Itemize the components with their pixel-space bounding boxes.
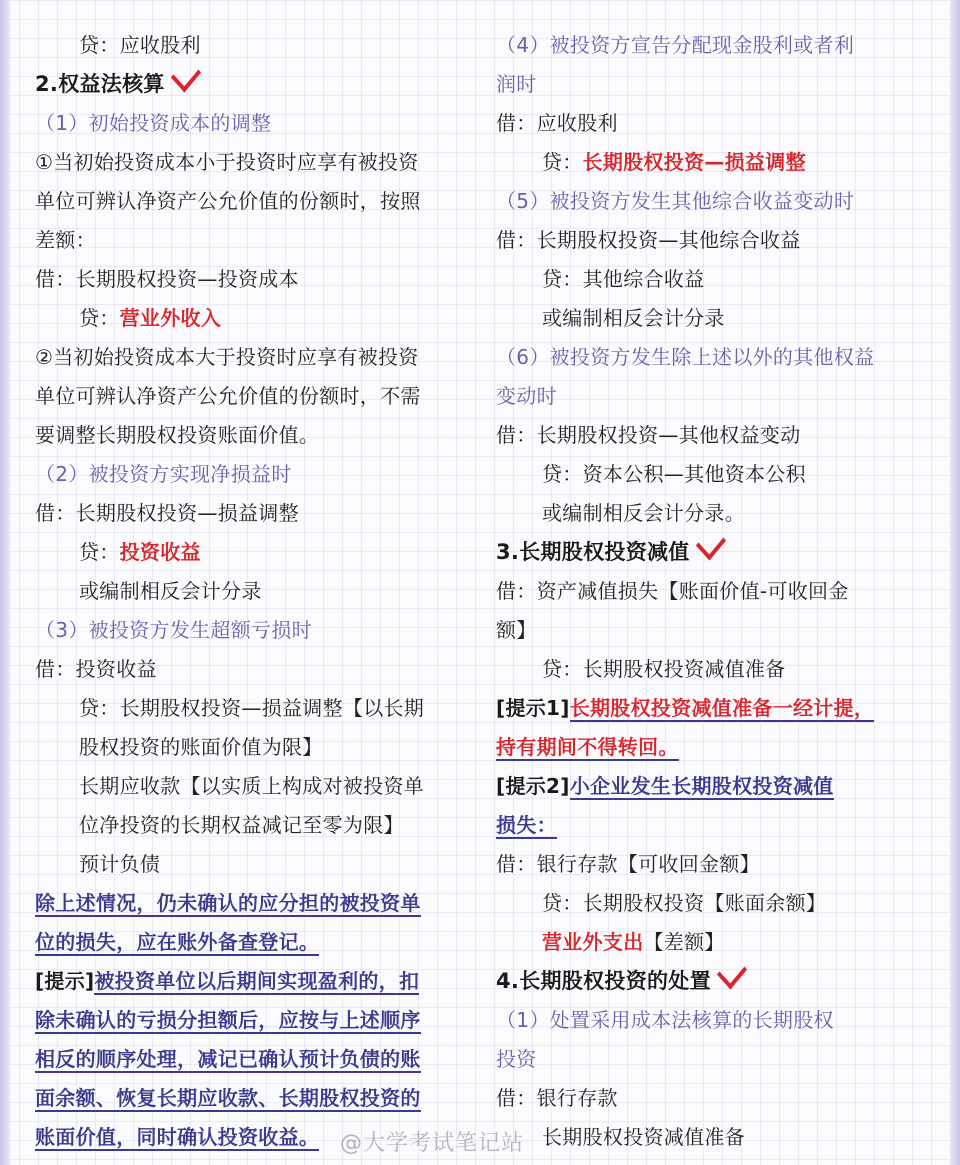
left-line: [35, 338, 470, 377]
left-line: [35, 845, 470, 884]
left-line: [35, 416, 470, 455]
body-text: 贷：: [79, 306, 120, 330]
right-line: [496, 923, 936, 962]
tip-label: [提示]: [35, 969, 95, 993]
right-line: [496, 767, 936, 806]
right-line: [496, 806, 936, 845]
left-line: [35, 104, 470, 143]
body-text: 位净投资的长期权益减记至零为限】: [79, 813, 404, 837]
body-text: 借：银行存款: [496, 1086, 618, 1110]
right-line: [496, 650, 936, 689]
left-line: [35, 1079, 470, 1118]
right-line: [496, 845, 936, 884]
left-line: [35, 1001, 470, 1040]
right-line: [496, 884, 936, 923]
body-text: 贷：其他综合收益: [542, 267, 705, 291]
right-line: [496, 611, 936, 650]
highlight-text: 营业外支出: [542, 930, 644, 954]
body-text: 贷：长期股权投资【账面余额】: [542, 891, 827, 915]
right-line: [496, 1040, 936, 1079]
left-line: [35, 572, 470, 611]
left-line: [35, 767, 470, 806]
left-line: [35, 650, 470, 689]
emphasis-text: 面余额、恢复长期应收款、长期股权投资的: [35, 1086, 421, 1110]
body-text: 贷：应收股利: [79, 33, 201, 57]
emphasis-text: 相反的顺序处理，减记已确认预计负债的账: [35, 1047, 421, 1071]
subsection-title: 变动时: [496, 384, 557, 408]
page-border-left: [0, 0, 10, 1165]
body-text: 单位可辨认净资产公允价值的份额时，不需: [35, 384, 421, 408]
right-line: [496, 689, 936, 728]
emphasis-text: 位的损失，应在账外备查登记。: [35, 930, 320, 954]
body-text: 借：长期股权投资—投资成本: [35, 267, 299, 291]
right-line: [496, 65, 936, 104]
right-line: [496, 1001, 936, 1040]
right-line: [496, 182, 936, 221]
body-text: 贷：长期股权投资减值准备: [542, 657, 786, 681]
emphasis-text: 持有期间不得转回。: [496, 735, 679, 759]
subsection-title: （5）被投资方发生其他综合收益变动时: [496, 189, 855, 213]
right-line: [496, 104, 936, 143]
left-line: [35, 260, 470, 299]
section-heading: 3.长期股权投资减值: [496, 540, 690, 564]
body-text: 预计负债: [79, 852, 161, 876]
left-line: [35, 377, 470, 416]
left-line: [35, 728, 470, 767]
watermark: @大学考试笔记站: [340, 1131, 525, 1156]
left-line: [35, 182, 470, 221]
left-column: [35, 26, 470, 1157]
body-text: 要调整长期股权投资账面价值。: [35, 423, 320, 447]
body-text: 借：长期股权投资—其他综合收益: [496, 228, 801, 252]
left-line: [35, 533, 470, 572]
subsection-title: （6）被投资方发生除上述以外的其他权益: [496, 345, 875, 369]
body-text: 单位可辨认净资产公允价值的份额时，按照: [35, 189, 421, 213]
body-text: 贷：长期股权投资—损益调整【以长期: [79, 696, 425, 720]
right-line: [496, 338, 936, 377]
body-text: 贷：资本公积—其他资本公积: [542, 462, 806, 486]
emphasis-text: 长期股权投资减值准备一经计提，: [569, 696, 875, 720]
right-line: [496, 143, 936, 182]
body-text: 或编制相反会计分录: [542, 306, 725, 330]
emphasis-text: 除未确认的亏损分担额后，应按与上述顺序: [35, 1008, 421, 1032]
body-text: 额】: [496, 618, 537, 642]
subsection-title: （3）被投资方发生超额亏损时: [35, 618, 312, 642]
body-text: 借：投资收益: [35, 657, 157, 681]
body-text: 股权投资的账面价值为限】: [79, 735, 323, 759]
body-text: 借：长期股权投资—其他权益变动: [496, 423, 801, 447]
subsection-title: （1）初始投资成本的调整: [35, 111, 272, 135]
subsection-title: （2）被投资方实现净损益时: [35, 462, 292, 486]
left-line: [35, 611, 470, 650]
right-column: [496, 26, 936, 1157]
right-line: [496, 1118, 936, 1157]
left-line: [35, 494, 470, 533]
body-text: 借：长期股权投资—损益调整: [35, 501, 299, 525]
right-line: [496, 416, 936, 455]
left-line: [35, 806, 470, 845]
left-line: [35, 455, 470, 494]
right-line: [496, 221, 936, 260]
left-line: [35, 143, 470, 182]
right-line: [496, 260, 936, 299]
body-text: 借：应收股利: [496, 111, 618, 135]
left-line: [35, 923, 470, 962]
body-text: 借：银行存款【可收回金额】: [496, 852, 760, 876]
body-text: ①当初始投资成本小于投资时应享有被投资: [35, 150, 419, 174]
right-line: [496, 962, 936, 1001]
body-text: 【差额】: [643, 930, 725, 954]
left-line: [35, 1040, 470, 1079]
subsection-title: 润时: [496, 72, 537, 96]
body-text: 借：资产减值损失【账面价值-可收回金: [496, 579, 849, 603]
left-line: [35, 962, 470, 1001]
emphasis-text: 被投资单位以后期间实现盈利的，扣: [94, 969, 420, 993]
body-text: 或编制相反会计分录: [79, 579, 262, 603]
left-line: [35, 689, 470, 728]
body-text: 贷：: [542, 150, 583, 174]
left-line: [35, 221, 470, 260]
right-line: [496, 572, 936, 611]
tip-label: [提示1]: [496, 696, 570, 720]
left-line: [35, 65, 470, 104]
body-text: 长期股权投资减值准备: [542, 1125, 745, 1149]
emphasis-text: 除上述情况，仍未确认的应分担的被投资单: [35, 891, 421, 915]
body-text: 或编制相反会计分录。: [542, 501, 745, 525]
highlight-text: 长期股权投资—损益调整: [582, 150, 806, 174]
body-text: 贷：: [79, 540, 120, 564]
emphasis-text: 账面价值，同时确认投资收益。: [35, 1125, 320, 1149]
section-heading: 4.长期股权投资的处置: [496, 969, 711, 993]
left-line: [35, 26, 470, 65]
tip-label: [提示2]: [496, 774, 570, 798]
emphasis-text: 损失：: [496, 813, 557, 837]
right-line: [496, 1079, 936, 1118]
right-line: [496, 26, 936, 65]
left-line: [35, 299, 470, 338]
right-line: [496, 494, 936, 533]
section-heading: 2.权益法核算: [35, 72, 165, 96]
body-text: 长期应收款【以实质上构成对被投资单: [79, 774, 425, 798]
right-line: [496, 299, 936, 338]
body-text: ②当初始投资成本大于投资时应享有被投资: [35, 345, 419, 369]
highlight-text: 投资收益: [119, 540, 201, 564]
right-line: [496, 728, 936, 767]
subsection-title: 投资: [496, 1047, 537, 1071]
left-line: [35, 884, 470, 923]
highlight-text: 营业外收入: [119, 306, 222, 330]
body-text: 差额：: [35, 228, 96, 252]
right-line: [496, 455, 936, 494]
subsection-title: （4）被投资方宣告分配现金股利或者利: [496, 33, 855, 57]
emphasis-text: 小企业发生长期股权投资减值: [569, 774, 834, 798]
page-border-right: [950, 0, 960, 1165]
right-line: [496, 377, 936, 416]
right-line: [496, 533, 936, 572]
subsection-title: （1）处置采用成本法核算的长期股权: [496, 1008, 834, 1032]
